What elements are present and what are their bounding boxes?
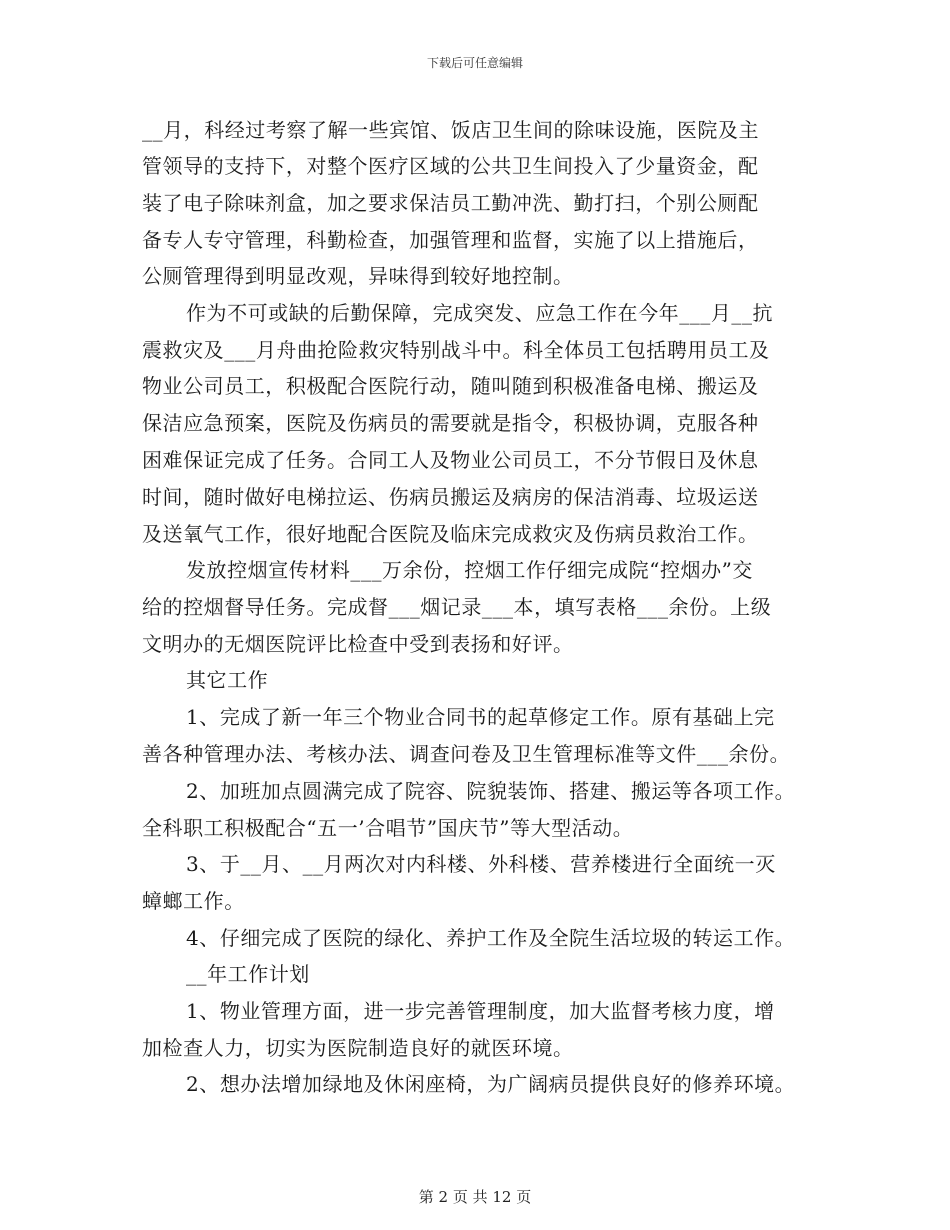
text-line: 管领导的支持下，对整个医疗区域的公共卫生间投入了少量资金，配 [142,154,759,178]
text-line: 发放控烟宣传材料___万余份，控烟工作仔细完成院“控烟办”交 [186,558,753,582]
text-line: 作为不可或缺的后勤保障，完成突发、应急工作在今年___月__抗 [186,301,774,325]
text-line: 2、想办法增加绿地及休闲座椅，为广阔病员提供良好的修养环境。 [186,1072,796,1096]
page-header: 下载后可任意编辑 [426,56,523,70]
text-line: 善各种管理办法、考核办法、调查问卷及卫生管理标准等文件___余份。 [142,742,791,766]
text-line: 文明办的无烟医院评比检查中受到表扬和好评。 [142,632,574,656]
text-line: 公厕管理得到明显改观，异味得到较好地控制。 [142,264,574,288]
text-line: 物业公司员工，积极配合医院行动，随叫随到积极准备电梯、搬运及 [142,374,759,398]
text-line: __年工作计划 [186,962,310,986]
text-line: 1、物业管理方面，进一步完善管理制度，加大监督考核力度，增 [186,999,775,1023]
text-line: 1、完成了新一年三个物业合同书的起草修定工作。原有基础上完 [186,705,775,729]
page-footer: 第 2 页 共 12 页 [418,1188,532,1206]
text-line: 及送氧气工作，很好地配合医院及临床完成救灾及伤病员救治工作。 [142,522,759,546]
text-line: 保洁应急预案，医院及伤病员的需要就是指令，积极协调，克服各种 [142,411,759,435]
text-line: 困难保证完成了任务。合同工人及物业公司员工，不分节假日及休息 [142,448,759,472]
text-line: 其它工作 [186,668,269,692]
text-line: 备专人专守管理，科勤检查，加强管理和监督，实施了以上措施后， [142,228,759,252]
text-line: 4、仔细完成了医院的绿化、养护工作及全院生活垃圾的转运工作。 [186,926,796,950]
text-line: 给的控烟督导任务。完成督___烟记录___本，填写表格___余份。上级 [142,595,772,619]
text-line: 加检查人力，切实为医院制造良好的就医环境。 [142,1036,574,1060]
text-line: 3、于__月、__月两次对内科楼、外科楼、营养楼进行全面统一灭 [186,852,776,876]
text-line: 2、加班加点圆满完成了院容、院貌装饰、搭建、搬运等各项工作。 [186,779,796,803]
text-line: 时间，随时做好电梯拉运、伤病员搬运及病房的保洁消毒、垃圾运送 [142,485,759,509]
text-line: 蟑螂工作。 [142,889,245,913]
text-line: 全科职工积极配合“五一’合唱节”国庆节”等大型活动。 [142,816,634,840]
text-line: __月，科经过考察了解一些宾馆、饭店卫生间的除味设施，医院及主 [142,118,760,142]
text-line: 震救灾及___月舟曲抢险救灾特别战斗中。科全体员工包括聘用员工及 [142,338,770,362]
text-line: 装了电子除味剂盒，加之要求保洁员工勤冲洗、勤打扫，个别公厕配 [142,191,759,215]
